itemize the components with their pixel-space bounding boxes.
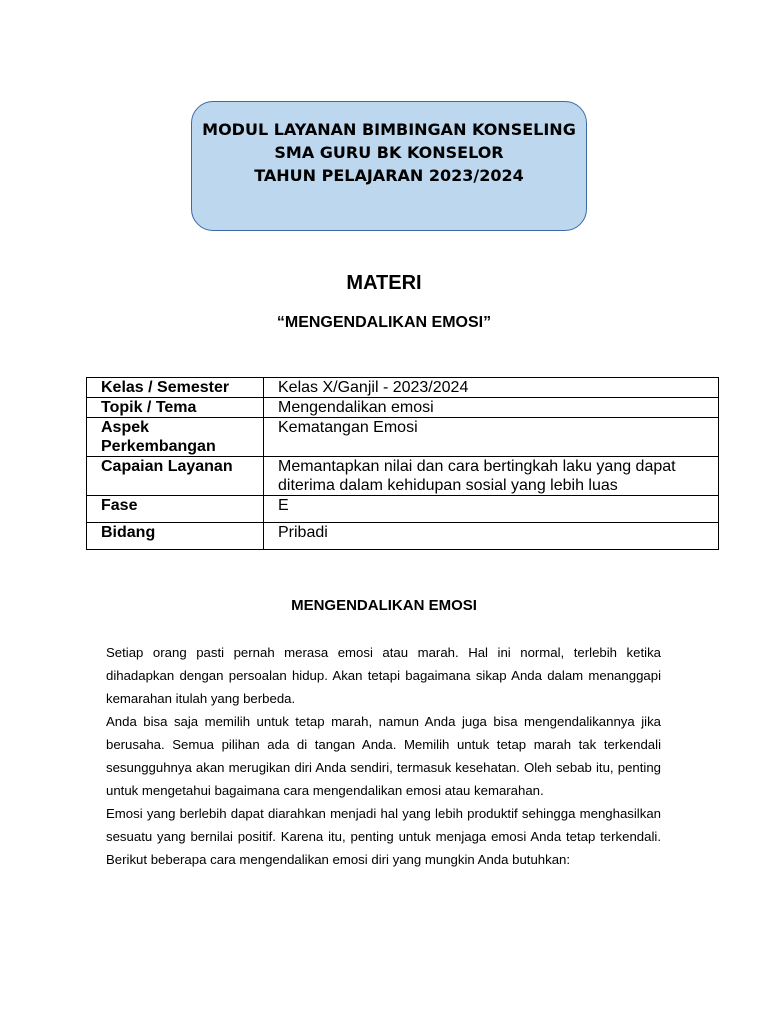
header-line-1: MODUL LAYANAN BIMBINGAN KONSELING [202,120,576,139]
section-heading: MENGENDALIKAN EMOSI [291,597,477,614]
paragraph-3: Emosi yang berlebih dapat diarahkan menjadi hal yang lebih produktif sehingga menghasilkan sesuatu yang bernilai positif. Karena itu, penting untuk menjaga emosi Anda tetap terkendali. Berikut beberapa cara mengendalikan emosi diri yang mungkin Anda butuhkan: [106,806,661,867]
paragraph-1: Setiap orang pasti pernah merasa emosi atau marah. Hal ini normal, terlebih ketika dihadapkan dengan persoalan hidup. Akan tetapi bagaimana sikap Anda dalam menanggapi kemarahan itulah yang berbeda. [106,645,661,706]
table-value-fase: E [264,496,719,523]
table-row [87,496,719,523]
table-row [87,418,719,457]
table-row [87,457,719,496]
table-value-bidang: Pribadi [264,523,719,550]
table-value-topik: Mengendalikan emosi [264,398,719,418]
paragraph-2: Anda bisa saja memilih untuk tetap marah, namun Anda juga bisa mengendalikannya jika berusaha. Semua pilihan ada di tangan Anda. Memilih untuk tetap marah tak terkendali sesungguhnya akan merugikan diri Anda sendiri, termasuk kesehatan. Oleh sebab itu, penting untuk mengetahui bagaimana cara mengendalikan emosi atau kemarahan. [106,714,661,798]
table-value-capaian: Memantapkan nilai dan cara bertingkah laku yang dapat diterima dalam kehidupan sosial yang lebih luas [264,457,719,496]
table-value-kelas: Kelas X/Ganjil - 2023/2024 [264,378,719,398]
table-row [87,398,719,418]
body-text [106,641,661,871]
table-label-kelas: Kelas / Semester [87,378,264,398]
table-label-topik: Topik / Tema [87,398,264,418]
table-label-bidang: Bidang [87,523,264,550]
table-row [87,523,719,550]
table-label-capaian: Capaian Layanan [87,457,264,496]
table-label-aspek: Aspek Perkembangan [87,418,264,457]
module-header-box [191,101,587,231]
table-row [87,378,719,398]
table-value-aspek: Kematangan Emosi [264,418,719,457]
header-line-2: SMA GURU BK KONSELOR [274,143,504,162]
page-subtitle: “MENGENDALIKAN EMOSI” [276,314,492,331]
page-title: MATERI [346,272,422,294]
table-label-fase: Fase [87,496,264,523]
header-line-3: TAHUN PELAJARAN 2023/2024 [254,166,524,185]
info-table [86,377,719,550]
